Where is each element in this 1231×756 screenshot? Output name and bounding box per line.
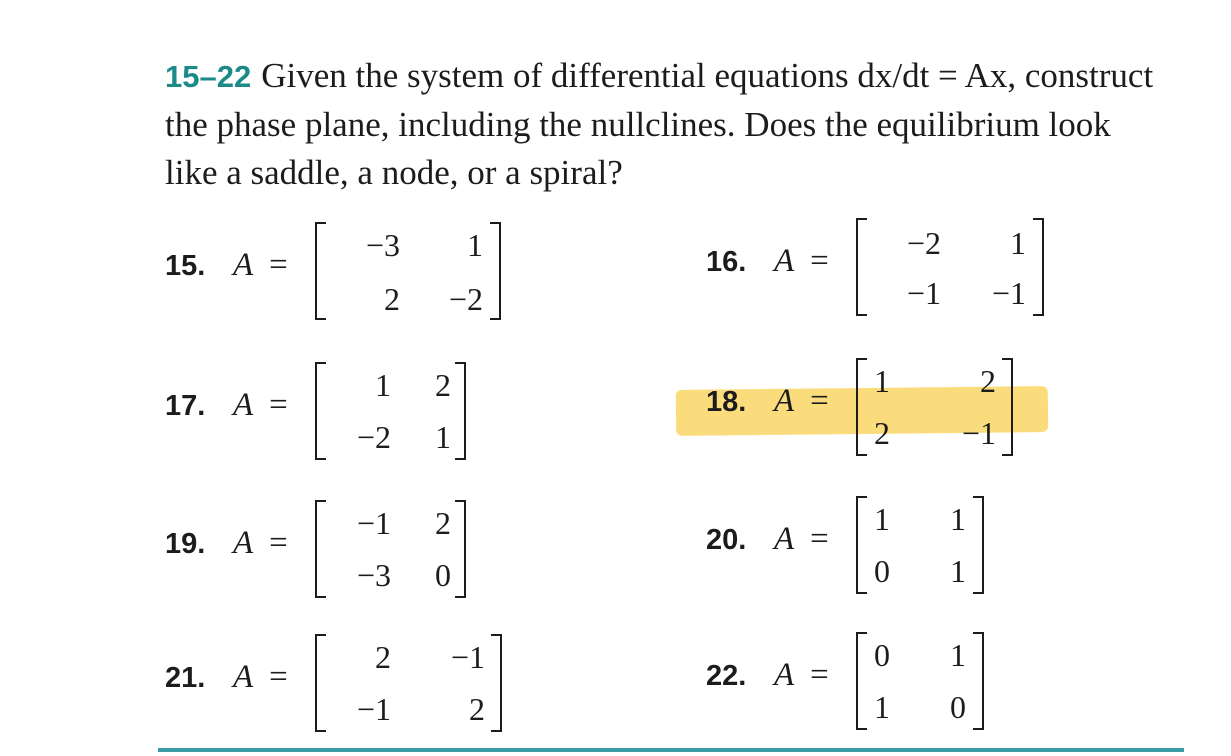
matrix-cell: −1 bbox=[356, 505, 391, 541]
matrix bbox=[856, 630, 986, 730]
matrix-cell: −1 bbox=[991, 275, 1026, 311]
right-bracket bbox=[491, 634, 502, 732]
matrix-cell: 0 bbox=[435, 557, 451, 593]
matrix-cell: 2 bbox=[469, 691, 485, 727]
matrix-cell: 1 bbox=[467, 227, 483, 263]
instructions-text: Given the system of differential equations dx/dt = Ax, construct the phase plane, including the nullclines. Does the equilibrium look like a saddle, a node, or a spiral? bbox=[165, 56, 1154, 192]
matrix bbox=[856, 356, 1021, 456]
matrix-variable: A bbox=[233, 659, 254, 695]
matrix bbox=[315, 220, 505, 320]
bottom-rule bbox=[158, 748, 1184, 752]
equals-sign: = bbox=[810, 243, 829, 279]
equals-sign: = bbox=[810, 657, 829, 693]
matrix-cell: 1 bbox=[375, 367, 391, 403]
matrix bbox=[315, 498, 475, 598]
equals-sign: = bbox=[269, 659, 288, 695]
matrix-cell: 1 bbox=[950, 553, 966, 589]
problem-number: 20. bbox=[706, 524, 747, 556]
matrix-cell: 1 bbox=[950, 501, 966, 537]
matrix-cell: 0 bbox=[950, 689, 966, 725]
matrix-cell: −2 bbox=[906, 225, 941, 261]
matrix-lhs bbox=[233, 387, 288, 423]
matrix-cell: −1 bbox=[961, 415, 996, 451]
matrix-cell: 1 bbox=[874, 689, 890, 725]
matrix-cell: 2 bbox=[980, 363, 996, 399]
matrix-cell: −1 bbox=[906, 275, 941, 311]
matrix-variable: A bbox=[774, 243, 795, 279]
matrix-cell: 0 bbox=[874, 553, 890, 589]
matrix-cell: −3 bbox=[356, 557, 391, 593]
problem-21 bbox=[165, 632, 565, 732]
matrix-cell: 0 bbox=[874, 637, 890, 673]
matrix-lhs bbox=[774, 243, 829, 279]
matrix-lhs bbox=[233, 247, 288, 283]
matrix-cell: −2 bbox=[356, 419, 391, 455]
matrix-cell: 1 bbox=[950, 637, 966, 673]
matrix-lhs bbox=[233, 659, 288, 695]
equals-sign: = bbox=[269, 247, 288, 283]
matrix-variable: A bbox=[774, 521, 795, 557]
problem-18 bbox=[706, 356, 1106, 456]
problem-number: 22. bbox=[706, 660, 747, 692]
problem-number: 16. bbox=[706, 246, 747, 278]
problem-number: 21. bbox=[165, 662, 206, 694]
right-bracket bbox=[455, 500, 466, 598]
problem-16 bbox=[706, 216, 1106, 316]
equals-sign: = bbox=[269, 525, 288, 561]
problem-17 bbox=[165, 360, 565, 460]
matrix-cell: 1 bbox=[874, 363, 890, 399]
right-bracket bbox=[490, 222, 501, 320]
right-bracket bbox=[973, 632, 984, 730]
problem-15 bbox=[165, 220, 565, 320]
matrix bbox=[856, 494, 986, 594]
matrix-cell: 2 bbox=[384, 281, 400, 317]
matrix-cell: 2 bbox=[874, 415, 890, 451]
matrix bbox=[856, 216, 1051, 316]
matrix-variable: A bbox=[233, 525, 254, 561]
problem-19 bbox=[165, 498, 565, 598]
problem-20 bbox=[706, 494, 1106, 594]
matrix-variable: A bbox=[774, 383, 795, 419]
matrix-cell: 1 bbox=[1010, 225, 1026, 261]
matrix-cell: 1 bbox=[435, 419, 451, 455]
matrix-variable: A bbox=[233, 247, 254, 283]
matrix-cell: −1 bbox=[450, 639, 485, 675]
problem-number: 15. bbox=[165, 250, 206, 282]
problem-number: 19. bbox=[165, 528, 206, 560]
right-bracket bbox=[455, 362, 466, 460]
exercise-range: 15–22 bbox=[165, 59, 252, 94]
matrix-cell: −3 bbox=[365, 227, 400, 263]
matrix-lhs bbox=[233, 525, 288, 561]
matrix-variable: A bbox=[233, 387, 254, 423]
right-bracket bbox=[973, 496, 984, 594]
equals-sign: = bbox=[810, 383, 829, 419]
exercise-instructions bbox=[165, 52, 1165, 197]
matrix bbox=[315, 360, 475, 460]
matrix-cell: −2 bbox=[448, 281, 483, 317]
equals-sign: = bbox=[810, 521, 829, 557]
matrix bbox=[315, 632, 505, 732]
equals-sign: = bbox=[269, 387, 288, 423]
problem-number: 18. bbox=[706, 386, 747, 418]
matrix-cell: 2 bbox=[435, 367, 451, 403]
right-bracket bbox=[1033, 218, 1044, 316]
problem-number: 17. bbox=[165, 390, 206, 422]
matrix-cell: −1 bbox=[356, 691, 391, 727]
problem-22 bbox=[706, 630, 1106, 730]
matrix-cell: 2 bbox=[435, 505, 451, 541]
right-bracket bbox=[1002, 358, 1013, 456]
matrix-variable: A bbox=[774, 657, 795, 693]
matrix-cell: 2 bbox=[375, 639, 391, 675]
matrix-cell: 1 bbox=[874, 501, 890, 537]
